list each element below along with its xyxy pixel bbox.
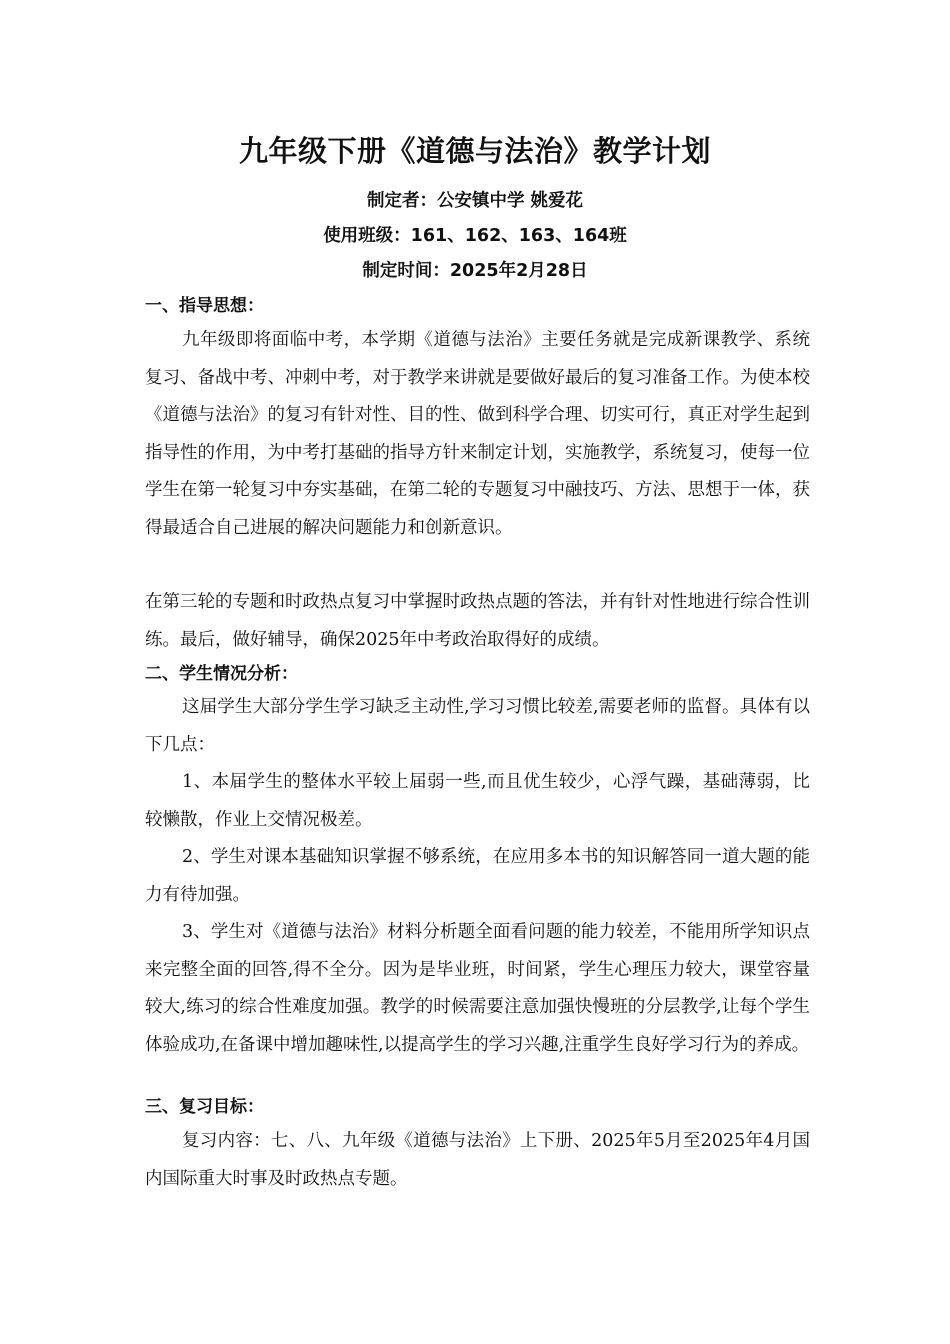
classes-line: 使用班级：161、162、163、164班	[323, 226, 627, 246]
document-title: 九年级下册《道德与法治》教学计划	[238, 134, 711, 168]
section3-paragraph-1: 复习内容：七、八、九年级《道德与法治》上下册、2025年5月至2025年4月国内国际重大时事及时政热点专题。	[145, 1131, 810, 1189]
section1-paragraph-1: 九年级即将面临中考，本学期《道德与法治》主要任务就是完成新课教学、系统复习、备战中考、冲刺中考，对于教学来讲就是要做好最后的复习准备工作。为使本校《道德与法治》的复习有针对性、目的性、做到科学合理、切实可行，真正对学生起到指导性的作用，为中考打基础的指导方针来制定计划，实施教学，系统复习，使每一位学生在第一轮复习中夯实基础，在第二轮的专题复习中融技巧、方法、思想于一体，获得最适合自己进展的解决问题能力和创新意识。	[145, 330, 810, 538]
author-line: 制定者：公安镇中学 姚爱花	[366, 191, 584, 211]
section-heading-review-goals: 三、复习目标：	[145, 1097, 264, 1117]
section2-paragraph-1: 这届学生大部分学生学习缺乏主动性,学习习惯比较差,需要老师的监督。具体有以下几点：	[145, 697, 810, 755]
section-heading-guiding-thought: 一、指导思想：	[145, 296, 264, 316]
date-line: 制定时间：2025年2月28日	[362, 261, 588, 281]
section2-paragraph-2: 1、本届学生的整体水平较上届弱一些,而且优生较少，心浮气躁，基础薄弱，比较懒散，作业上交情况极差。	[145, 772, 810, 830]
section-heading-student-analysis: 二、学生情况分析：	[145, 664, 298, 684]
section2-paragraph-4: 3、学生对《道德与法治》材料分析题全面看问题的能力较差，不能用所学知识点来完整全面的回答,得不全分。因为是毕业班，时间紧，学生心理压力较大，课堂容量较大,练习的综合性难度加强。教学的时候需要注意加强快慢班的分层教学,让每个学生体验成功,在备课中增加趣味性,以提高学生的学习兴趣,注重学生良好学习行为的养成。	[145, 922, 810, 1055]
section2-paragraph-3: 2、学生对课本基础知识掌握不够系统，在应用多本书的知识解答同一道大题的能力有待加强。	[145, 847, 810, 905]
section1-paragraph-2: 在第三轮的专题和时政热点复习中掌握时政热点题的答法，并有针对性地进行综合性训练。最后，做好辅导，确保2025年中考政治取得好的成绩。	[145, 592, 810, 650]
